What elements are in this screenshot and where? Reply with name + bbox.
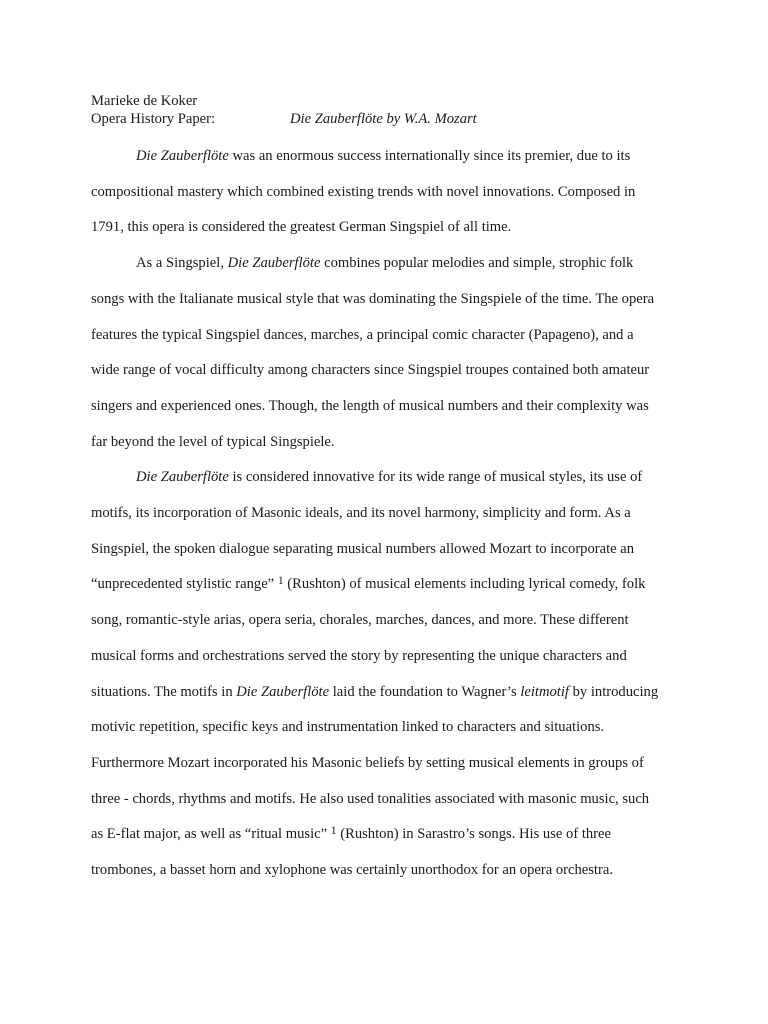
text-segment: musical forms and orchestrations served the story by representing the unique characters and — [91, 647, 627, 664]
text-segment: (Rushton) in Sarastro’s songs. His use of three — [336, 826, 611, 843]
text-line — [91, 289, 654, 309]
italic-text: Die Zauberflöte — [236, 683, 330, 700]
text-segment: was an enormous success internationally since its premier, due to its — [228, 148, 631, 164]
course-title-line — [91, 111, 477, 129]
text-line — [91, 432, 335, 452]
text-segment: Singspiel, the spoken dialogue separating musical numbers allowed Mozart to incorporate an — [91, 540, 635, 557]
paper-title: Die Zauberflöte by W.A. Mozart — [290, 110, 477, 127]
text-segment: trombones, a basset horn and xylophone was certainly unorthodox for an opera orchestra. — [91, 862, 613, 878]
text-segment: song, romantic-style arias, opera seria, chorales, marches, dances, and more. These different — [91, 612, 629, 629]
text-line — [91, 182, 635, 202]
italic-text: Die Zauberflöte — [136, 148, 229, 164]
text-line — [91, 503, 631, 523]
text-segment: songs with the Italianate musical style that was dominating the Singspiele of the time. The opera — [91, 290, 655, 307]
text-segment: far beyond the level of typical Singspiele. — [91, 433, 335, 450]
text-line — [91, 860, 613, 880]
text-segment: As a Singspiel, — [136, 255, 228, 272]
text-line — [91, 646, 627, 666]
text-segment: as E-flat major, as well as “ritual music” — [91, 826, 331, 843]
text-line — [91, 824, 611, 844]
text-line — [91, 682, 658, 702]
footnote-ref: 1 — [277, 574, 284, 588]
text-line — [136, 146, 630, 166]
text-line — [91, 574, 645, 594]
author-name: Marieke de Koker — [91, 93, 198, 109]
italic-text: Die Zauberflöte — [136, 469, 229, 486]
text-segment: features the typical Singspiel dances, marches, a principal comic character (Papageno), and a — [91, 326, 634, 343]
text-line — [91, 539, 634, 559]
text-line — [91, 360, 649, 380]
author-line — [91, 93, 477, 111]
text-segment: wide range of vocal difficulty among characters since Singspiel troupes contained both amateur — [91, 362, 650, 379]
italic-text: Die Zauberflöte — [227, 255, 321, 272]
text-segment: Furthermore Mozart incorporated his Masonic beliefs by setting musical elements in groups of — [91, 754, 644, 771]
course-label: Opera History Paper: — [91, 110, 216, 127]
text-segment: is considered innovative for its wide range of musical styles, its use of — [228, 469, 643, 486]
text-segment: laid the foundation to Wagner’s — [329, 683, 521, 700]
text-segment: combines popular melodies and simple, strophic folk — [320, 255, 634, 272]
text-segment: by introducing — [568, 683, 659, 700]
text-segment: motivic repetition, specific keys and instrumentation linked to characters and situations. — [91, 719, 605, 736]
text-line — [91, 789, 649, 809]
text-line — [91, 610, 629, 630]
text-segment: (Rushton) of musical elements including lyrical comedy, folk — [283, 576, 646, 593]
text-segment: 1791, this opera is considered the greatest German Singspiel of all time. — [91, 219, 512, 236]
text-line — [91, 325, 634, 345]
italic-text: leitmotif — [520, 683, 569, 700]
text-line — [91, 396, 649, 416]
text-segment: singers and experienced ones. Though, the length of musical numbers and their complexity was — [91, 397, 649, 414]
text-segment: situations. The motifs in — [91, 683, 237, 700]
text-segment: “unprecedented stylistic range” — [91, 576, 278, 593]
text-line — [136, 467, 642, 487]
text-line — [91, 717, 604, 737]
footnote-ref: 1 — [330, 824, 337, 838]
text-segment: three - chords, rhythms and motifs. He also used tonalities associated with masonic music, such — [91, 790, 650, 807]
text-segment: compositional mastery which combined existing trends with novel innovations. Composed in — [91, 183, 636, 200]
text-segment: motifs, its incorporation of Masonic ideals, and its novel harmony, simplicity and form. As a — [91, 505, 631, 521]
text-line — [91, 753, 644, 773]
document-header — [91, 93, 477, 128]
text-line — [136, 253, 633, 273]
text-line — [91, 217, 511, 237]
